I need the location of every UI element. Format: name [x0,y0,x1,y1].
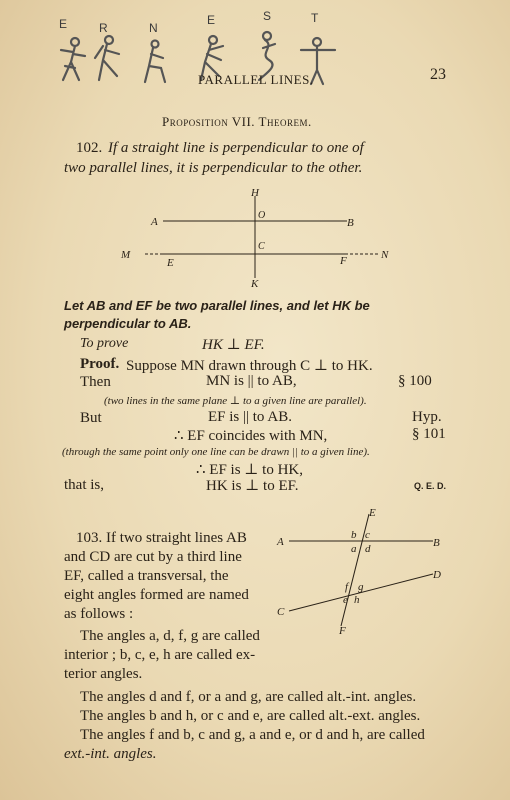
figure2-label-d: d [365,543,371,555]
proposition-heading: Proposition VII. Theorem. [162,114,312,129]
figure2-label-c: c [365,529,370,541]
section-103-line-2: and CD are cut by a third line [64,549,242,565]
doodle-letter-3: N [149,21,158,35]
figure2-label-g: g [358,581,364,593]
figure1-label-B: B [347,217,354,229]
to-prove-label: To prove [80,336,129,351]
doodle-letter-1: E [59,17,68,31]
section-103-line-8: terior angles. [64,666,143,682]
figure1-label-K: K [251,278,259,290]
parallel-lines-figure [115,186,415,296]
figure1-label-C: C [258,241,265,252]
given-line-2: perpendicular to AB. [64,316,192,331]
figure1-label-M: M [121,249,131,261]
figure2-label-D: D [433,569,441,581]
section-103-line-5: as follows : [64,606,134,622]
that-is-label: that is, [64,477,104,493]
that-is-statement: HK is ⊥ to EF. [206,478,299,494]
section-103-line-9: The angles d and f, or a and g, are called alt.-int. angles. [80,689,417,705]
figure2-label-B: B [433,537,440,549]
section-103-line-3: EF, called a transversal, the [64,568,229,584]
note-2: (through the same point only one line can be drawn || to a given line). [62,446,370,458]
then-statement: MN is || to AB, [206,373,297,389]
transversal-figure [275,508,455,638]
figure2-label-E: E [369,507,376,519]
note-1: (two lines in the same plane ⊥ to a given line are parallel). [104,395,367,407]
therefore-1-reference: § 101 [412,426,446,442]
proposition-statement-2: two parallel lines, it is perpendicular to the other. [64,160,363,176]
section-103-line-4: eight angles formed are named [64,587,249,603]
doodle-letter-2: R [99,21,108,35]
figure2-label-F: F [339,625,346,637]
figure1-label-N: N [381,249,389,261]
section-103-line-6: The angles a, d, f, g are called [80,628,260,644]
qed: Q. E. D. [414,481,447,491]
proposition-number: 102. [76,140,103,156]
proof-label: Proof. [80,356,120,372]
proposition-statement-1: If a straight line is perpendicular to one of [108,140,364,156]
section-103-line-7: interior ; b, c, e, h are called ex- [64,647,256,663]
figure1-label-H: H [251,187,259,199]
but-reference: Hyp. [412,409,442,425]
therefore-2-statement: ∴ EF is ⊥ to HK, [196,462,303,478]
running-head: PARALLEL LINES. [198,72,314,87]
figure2-label-f: f [345,581,349,593]
doodle-letter-6: T [311,11,319,25]
proof-line: Suppose MN drawn through C ⊥ to HK. [126,358,373,374]
figure2-label-e: e [343,594,348,606]
figure2-label-C: C [277,606,285,618]
figure2-label-h: h [354,594,360,606]
then-label: Then [80,374,111,390]
figure2-label-A: A [277,536,284,548]
figure2-label-a: a [351,543,357,555]
figure1-label-A: A [151,216,158,228]
figure2-label-b: b [351,529,357,541]
figure1-label-E: E [167,257,174,269]
doodle-letter-4: E [207,13,216,27]
to-prove-statement: HK ⊥ EF. [202,337,265,353]
section-103-line-1: 103. If two straight lines AB [76,530,247,546]
page-number: 23 [430,66,446,83]
doodle-letter-5: S [263,9,272,23]
therefore-1-statement: ∴ EF coincides with MN, [174,428,328,444]
section-103-line-12: ext.-int. angles. [64,746,157,762]
figure1-label-O: O [258,210,266,221]
but-statement: EF is || to AB. [208,409,292,425]
figure1-label-F: F [340,255,347,267]
given-line-1: Let AB and EF be two parallel lines, and let HK be [64,298,370,313]
section-103-line-10: The angles b and h, or c and e, are called alt.-ext. angles. [80,708,421,724]
then-reference: § 100 [398,373,432,389]
but-label: But [80,410,102,426]
section-103-line-11: The angles f and b, c and g, a and e, or d and h, are called [80,727,425,743]
